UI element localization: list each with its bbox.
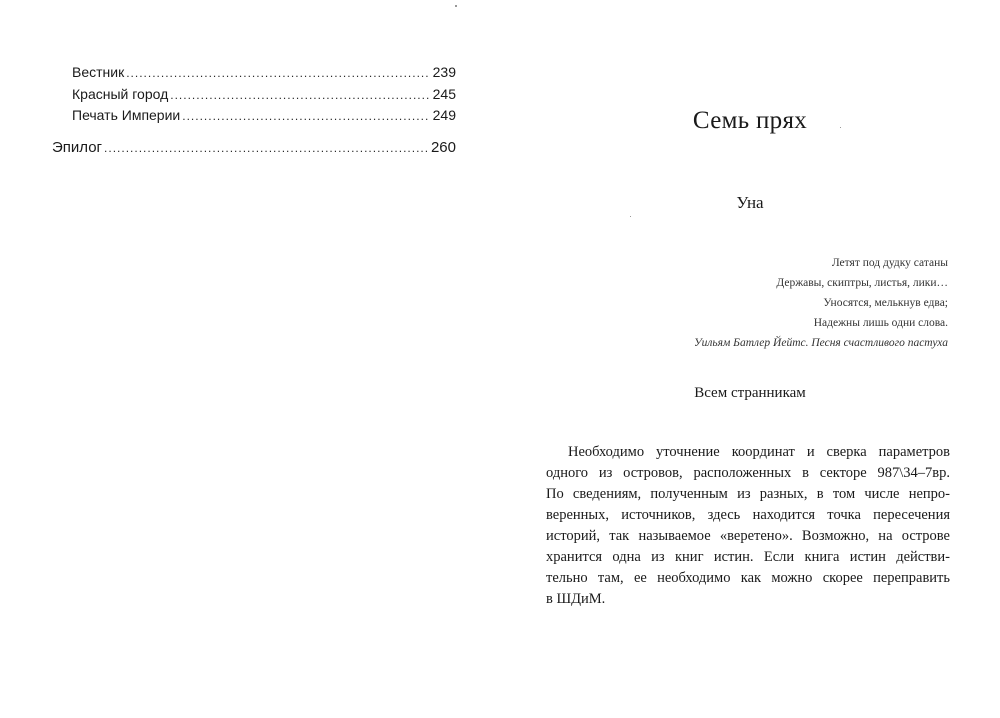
toc-epilogue-title: Эпилог <box>52 139 103 156</box>
right-page <box>500 0 1000 718</box>
toc-leader <box>126 63 428 84</box>
toc-entry[interactable] <box>72 62 456 84</box>
toc-leader <box>104 138 427 158</box>
paragraph-line: тельно там, ее необходимо как можно скорее переправить <box>546 570 950 586</box>
toc-leader <box>182 106 428 127</box>
toc-entry[interactable] <box>72 105 456 127</box>
paragraph-line: одного из островов, расположенных в секторе 987\34–7вр. <box>546 465 950 481</box>
scan-speck <box>455 5 457 7</box>
body-paragraph <box>546 442 950 610</box>
toc-entry-page: 239 <box>432 64 456 80</box>
paragraph-line: историй, так называемое «веретено». Возможно, на острове <box>546 528 950 544</box>
toc-entry-page: 249 <box>432 107 456 123</box>
table-of-contents <box>72 62 456 127</box>
paragraph-line: По сведениям, полученным из разных, в том числе непро- <box>546 486 950 502</box>
scan-speck <box>630 216 631 217</box>
epigraph-line: Уносятся, мелькнув едва; <box>823 297 948 309</box>
epigraph-line: Летят под дудку сатаны <box>831 257 948 269</box>
paragraph-line: в ШДиМ. <box>546 591 606 607</box>
epigraph <box>618 253 948 353</box>
toc-epilogue-block <box>52 138 456 158</box>
toc-leader <box>170 85 428 106</box>
dedication: Всем странникам <box>694 385 806 401</box>
scan-speck <box>840 127 841 128</box>
paragraph-line: Необходимо уточнение координат и сверка параметров <box>568 444 950 460</box>
epigraph-attribution: Уильям Батлер Йейтс. Песня счастливого пастуха <box>694 337 948 349</box>
toc-epilogue[interactable] <box>52 138 456 158</box>
section-title: Уна <box>736 193 764 212</box>
toc-entry-title: Печать Империи <box>72 107 181 123</box>
toc-entry-title: Красный город <box>72 85 169 102</box>
paragraph-line: веренных, источников, здесь находится точка пересечения <box>546 507 950 523</box>
chapter-title: Семь прях <box>692 107 808 134</box>
toc-epilogue-page: 260 <box>430 139 456 156</box>
toc-entry[interactable] <box>72 84 456 106</box>
paragraph-line: хранится одна из книг истин. Если книга истин действи- <box>546 549 950 565</box>
epigraph-line: Державы, скиптры, листья, лики… <box>776 277 948 289</box>
toc-entry-page: 245 <box>432 85 456 102</box>
epigraph-line: Надежны лишь одни слова. <box>813 317 948 329</box>
toc-entry-title: Вестник <box>72 64 125 80</box>
